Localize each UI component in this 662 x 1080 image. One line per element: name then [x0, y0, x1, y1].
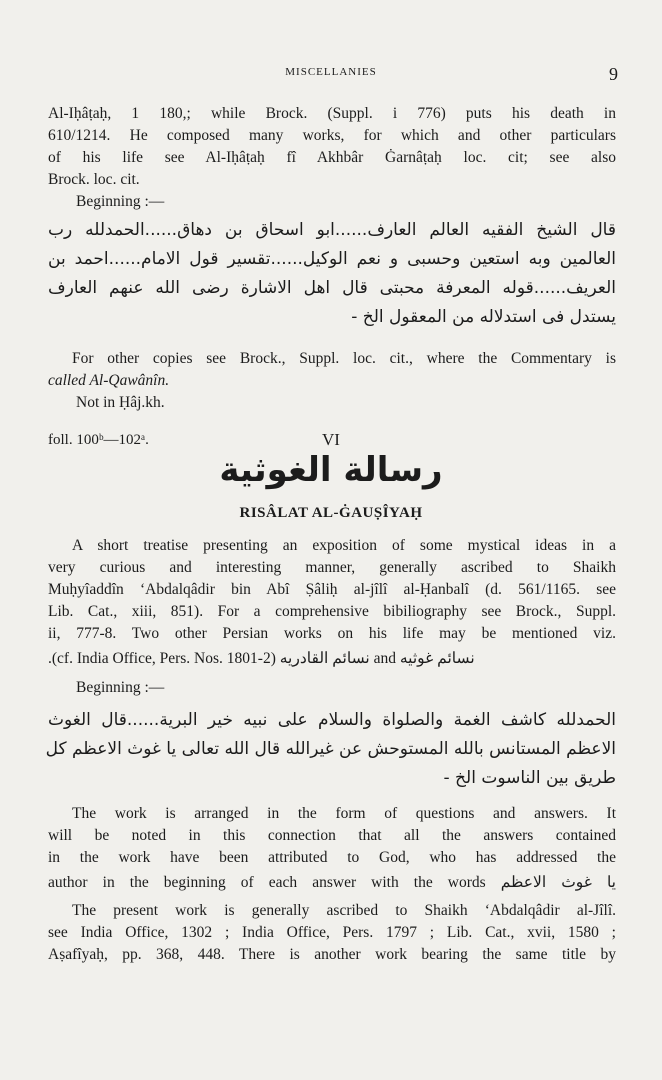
section-title: RISÂLAT AL-ĠAUṢÎYAḤ: [239, 505, 423, 521]
paragraph-ascription: [48, 900, 616, 966]
arabic-line: قال الشيخ الفقيه العالم العارف......ابو اسحاق بن دهاق......الحمدلله رب: [48, 220, 616, 240]
arabic-title: رسالة الغوثية: [219, 450, 443, 490]
text-line: of his life see Al-Iḥâṭaḥ fî Akhbâr Ġarnâṭaḥ loc. cit; see also: [48, 149, 616, 166]
text-line: Aṣafîyaḥ, pp. 368, 448. There is another work bearing the same title by: [48, 946, 616, 963]
arabic-line: الاعظم المستانس بالله المستوحش عن غيرالله قال الله تعالى يا غوث الاعظم كل: [45, 739, 616, 759]
paragraph-copies: [48, 348, 616, 414]
arabic-line: طريق بين الناسوت الخ -: [443, 768, 616, 788]
running-head: MISCELLANIES: [285, 66, 377, 78]
text-line: ii, 777-8. Two other Persian works on his life may be mentioned viz.: [48, 625, 616, 642]
paragraph-ihatah: [48, 103, 616, 213]
not-in-note: Not in Ḥâj.kh.: [76, 394, 165, 411]
text-fragment: called Al-Qawânîn.: [48, 372, 170, 389]
text-line: very curious and interesting manner, generally ascribed to Shaikh: [48, 559, 616, 576]
text-line: For other copies see Brock., Suppl. loc. cit., where the Commentary is: [72, 350, 616, 367]
arabic-quotation-2: [45, 706, 616, 793]
beginning-label: Beginning :—: [76, 679, 165, 696]
text-line: see India Office, 1302 ; India Office, Pers. 1797 ; Lib. Cat., xvii, 1580 ;: [48, 924, 616, 941]
text-line: 610/1214. He composed many works, for which and other particulars: [48, 127, 616, 144]
text-line: will be noted in this connection that all the answers contained: [48, 827, 616, 844]
text-line: Lib. Cat., xiii, 851). For a comprehensive bibiliography see Brock., Suppl.: [48, 603, 616, 620]
text-line: in the work have been attributed to God, who has addressed the: [48, 849, 616, 866]
arabic-line: العريف......قوله المعرفة محبتى قال اهل الاشارة رضى الله عنهم العارف: [48, 278, 616, 298]
text-line: [48, 370, 616, 392]
arabic-line: الحمدلله كاشف الغمة والصلواة والسلام على نبيه خير البرية......قال الغوث: [48, 710, 616, 730]
text-line: author in the beginning of each answer with the words يا غوث الاعظم: [48, 874, 616, 891]
text-line: Brock. loc. cit.: [48, 171, 140, 188]
folio-reference: foll. 100ᵇ—102ᵃ.: [48, 432, 149, 448]
section-number: VI: [322, 430, 340, 449]
beginning-label: Beginning :—: [76, 193, 165, 210]
paragraph-description: [48, 535, 616, 699]
page-number: 9: [609, 64, 618, 84]
text-line: Al-Iḥâṭaḥ, 1 180,; while Brock. (Suppl. i 776) puts his death in: [48, 105, 616, 122]
text-line: A short treatise presenting an exposition of some mystical ideas in a: [72, 537, 616, 554]
arabic-quotation-1: [48, 216, 616, 332]
paragraph-arrangement: [48, 803, 616, 897]
text-line: نسائم غوثيه and نسائم القادريه (cf. India Office, Pers. Nos. 1801-2).: [48, 650, 475, 667]
text-line: Muḥyîaddîn ‘Abdalqâdir bin Abî Ṣâliḥ al-jîlî al-Ḥanbalî (d. 561/1165. see: [48, 581, 616, 598]
text-line: The work is arranged in the form of questions and answers. It: [72, 805, 616, 822]
text-line: The present work is generally ascribed to Shaikh ‘Abdalqâdir al-Jîlî.: [72, 902, 616, 919]
arabic-line: العالمين وبه استعين وحسبى و نعم الوكيل......تقسير قول الامام......احمد بن: [48, 249, 616, 269]
arabic-line: يستدل فى استدلاله من المعقول الخ -: [351, 307, 616, 327]
